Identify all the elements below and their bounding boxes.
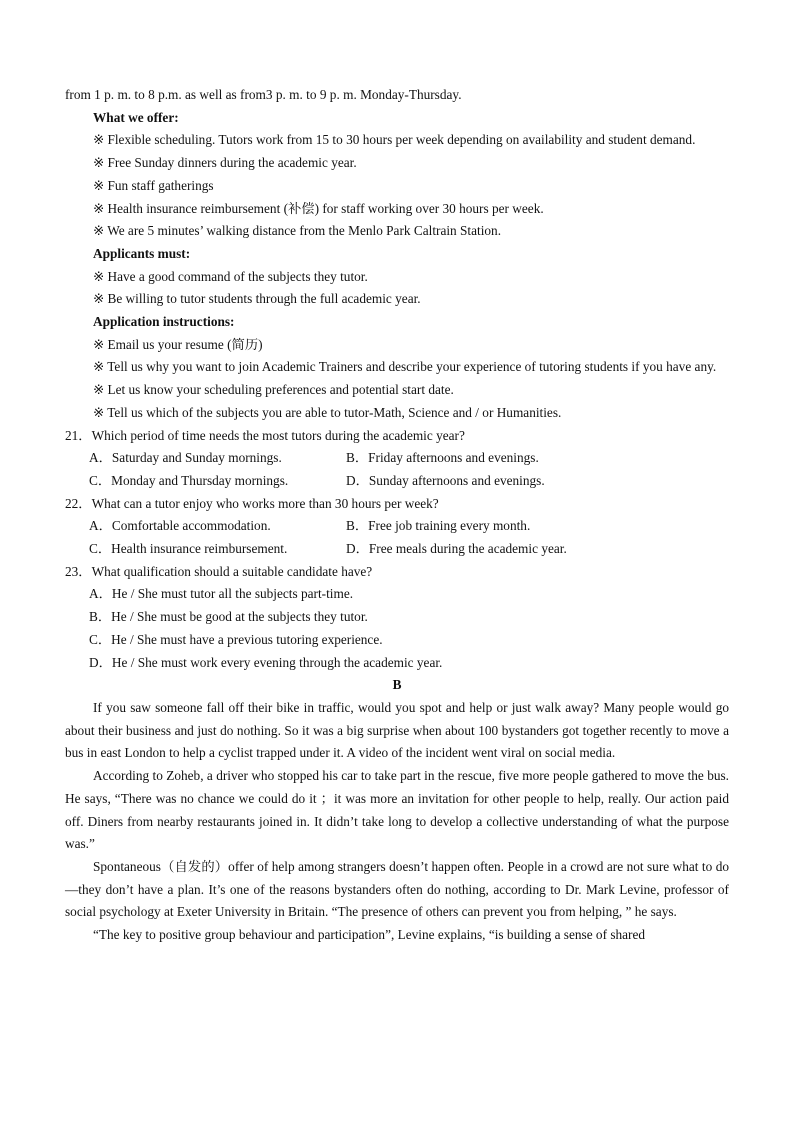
offer-item: ※ Health insurance reimbursement (补偿) for staff working over 30 hours per week.: [93, 200, 544, 216]
instructions-heading: Application instructions:: [93, 314, 235, 330]
passage-paragraph: If you saw someone fall off their bike in traffic, would you spot and help or just walk away? Many people would go about their business and just do nothing. So it was a big surprise when about 100 bystanders got together recently to move a bus in east London to help a cyclist trapped under it. A video of the incident went viral on social media.: [65, 699, 729, 761]
option-row: [65, 538, 729, 561]
option-d: D．He / She must work every evening through the academic year.: [89, 654, 443, 670]
offer-item: ※ We are 5 minutes’ walking distance from the Menlo Park Caltrain Station.: [93, 223, 502, 239]
option-c: C．Monday and Thursday mornings.: [89, 472, 289, 488]
offer-heading: What we offer:: [93, 109, 179, 125]
intro-tail-text: from 1 p. m. to 8 p.m. as well as from3 p. m. to 9 p. m. Monday-Thursday.: [65, 87, 462, 102]
applicants-item: ※ Be willing to tutor students through the full academic year.: [93, 291, 421, 307]
question-stem: 22．What can a tutor enjoy who works more than 30 hours per week?: [65, 495, 439, 511]
option-b: B．Friday afternoons and evenings.: [346, 450, 539, 466]
option-a: A．He / She must tutor all the subjects part-time.: [89, 586, 354, 602]
passage-paragraph: “The key to positive group behaviour and participation”, Levine explains, “is building a sense of shared: [93, 927, 646, 943]
instructions-item: ※ Tell us which of the subjects you are able to tutor-Math, Science and / or Humanities.: [93, 404, 562, 420]
option-c: C．Health insurance reimbursement.: [89, 541, 288, 557]
instructions-item: ※ Email us your resume (简历): [93, 336, 263, 352]
applicants-heading: Applicants must:: [93, 245, 191, 261]
option-row: [65, 470, 729, 493]
question-stem: 21．Which period of time needs the most tutors during the academic year?: [65, 427, 465, 443]
option-row: [65, 447, 729, 470]
option-c: C．He / She must have a previous tutoring experience.: [89, 631, 383, 647]
question-stem: 23．What qualification should a suitable candidate have?: [65, 563, 373, 579]
option-row: [65, 515, 729, 538]
document-page: [65, 84, 729, 947]
offer-item: ※ Free Sunday dinners during the academic year.: [93, 155, 357, 171]
offer-item: ※ Flexible scheduling. Tutors work from 15 to 30 hours per week depending on availability and student demand.: [93, 132, 696, 148]
passage-paragraph: Spontaneous（自发的）offer of help among strangers doesn’t happen often. People in a crowd are not sure what to do—they don’t have a plan. It’s one of the reasons bystanders often do nothing, according to Dr. Mark Levine, professor of social psychology at Exeter University in Britain. “The presence of others can prevent you from helping, ” he says.: [65, 858, 729, 920]
option-d: D．Sunday afternoons and evenings.: [346, 472, 545, 488]
passage-paragraph: According to Zoheb, a driver who stopped his car to take part in the rescue, five more people gathered to move the bus. He says, “There was no chance we could do it ；it was more an invitation for other people to help, really. Our action paid off. Diners from nearby restaurants joined in. It didn’t take long to develop a collective understanding of what the purpose was.”: [65, 768, 729, 852]
option-a: A．Saturday and Sunday mornings.: [89, 450, 282, 466]
instructions-item: ※ Tell us why you want to join Academic Trainers and describe your experience of tutoring students if you have any.: [93, 359, 717, 375]
option-b: B．Free job training every month.: [346, 518, 531, 534]
option-b: B．He / She must be good at the subjects they tutor.: [89, 609, 368, 625]
option-d: D．Free meals during the academic year.: [346, 541, 567, 557]
offer-item: ※ Fun staff gatherings: [93, 177, 214, 193]
instructions-item: ※ Let us know your scheduling preferences and potential start date.: [93, 382, 454, 398]
section-title: B: [392, 677, 402, 693]
applicants-item: ※ Have a good command of the subjects they tutor.: [93, 268, 368, 284]
option-a: A．Comfortable accommodation.: [89, 518, 271, 534]
